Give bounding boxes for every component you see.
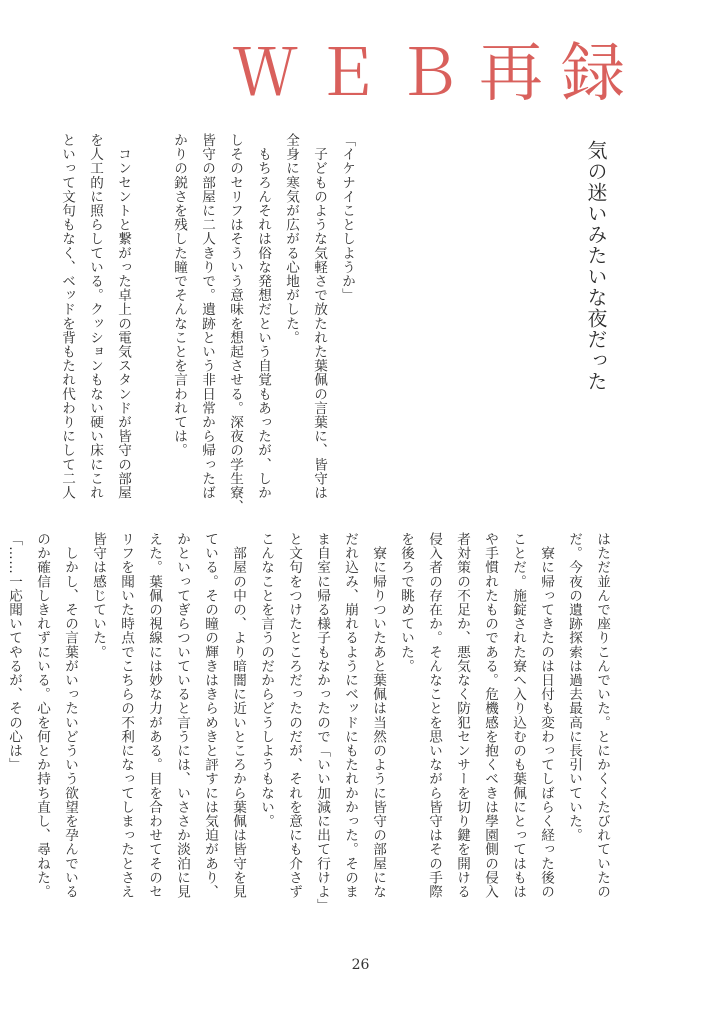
story-title: 気の迷いみたいな夜だった: [584, 140, 608, 392]
text-line: のか確信しきれずにいる。心を何とか持ち直し、尋ねた。: [34, 532, 50, 899]
text-line: リフを聞いた時点でこちらの不利になってしまったとさえ: [118, 532, 134, 899]
page-number: 26: [351, 957, 370, 973]
text-line: 寮に帰ってきたのは日付も変わってしばらく経った後の: [538, 532, 554, 899]
text-line: しそのセリフはそういう意味を想起させる。深夜の学生寮、: [227, 133, 243, 514]
text-line: を人工的に照らしている。クッションもない硬い床にこれ: [87, 133, 103, 500]
text-line: だ。今夜の遺跡探索は過去最高に長引いていた。: [566, 532, 582, 843]
text-line: だれ込み、崩れるようにベッドにもたれかかった。そのま: [342, 532, 358, 899]
text-block-bottom: [6, 532, 616, 913]
text-line: しかし、その言葉がいったいどういう欲望を孕んでいる: [62, 532, 78, 899]
text-line: こんなことを言うのだからどうしようもない。: [258, 532, 274, 829]
text-line: ことだ。施錠された寮へ入り込むのも葉佩にとってはもは: [510, 532, 526, 899]
text-line: 皆守の部屋に二人きりで。遺跡という非日常から帰ったば: [199, 133, 215, 500]
text-line: 全身に寒気が広がる心地がした。: [283, 133, 299, 345]
text-line: といって文句もなく、ベッドを背もたれ代わりにして二人: [59, 133, 75, 500]
text-line: ま自室に帰る様子もなかったので「いい加減に出て行けよ」: [314, 532, 330, 913]
text-line: 「イケナイことしようか」: [339, 133, 355, 303]
text-line: かりの鋭さを残した瞳でそんなことを言われては。: [171, 133, 187, 458]
text-line: えた。葉佩の視線には妙な力がある。目を合わせてそのセ: [146, 532, 162, 899]
text-line: 部屋の中の、より暗闇に近いところから葉佩は皆守を見: [230, 532, 246, 899]
text-line: 皆守は感じていた。: [90, 532, 106, 659]
text-line: 子どものような気軽さで放たれた葉佩の言葉に、皆守は: [311, 133, 327, 500]
text-line: ている。その瞳の輝きはきらめきと評すには気迫があり、: [202, 532, 218, 899]
blank-line: [137, 133, 165, 513]
section-header-title: ＷＥＢ再録: [233, 37, 643, 111]
text-line: もちろんそれは俗な発想だという自覚もあったが、しか: [255, 133, 271, 500]
text-line: や手慣れたものである。危機感を抱くべきは學園側の侵入: [482, 532, 498, 899]
text-line: 侵入者の存在か。そんなことを思いながら皆守はその手際: [426, 532, 442, 899]
text-line: 寮に帰りついたあと葉佩は当然のように皆守の部屋にな: [370, 532, 386, 899]
text-block-top: [59, 133, 361, 514]
text-line: コンセントと繋がった卓上の電気スタンドが皆守の部屋: [115, 133, 131, 500]
text-line: を後ろで眺めていた。: [398, 532, 414, 673]
text-line: 「……一応聞いてやるが、その心は」: [6, 532, 22, 772]
text-line: と文句をつけたところだったのだが、それを意にも介さず: [286, 532, 302, 899]
text-line: はただ並んで座りこんでいた。とにかくくたびれていたの: [594, 532, 610, 899]
text-line: 者対策の不足か、悪気なく防犯センサーを切り鍵を開ける: [454, 532, 470, 899]
text-line: かといってぎらついていると言うには、いささか淡泊に見: [174, 532, 190, 899]
